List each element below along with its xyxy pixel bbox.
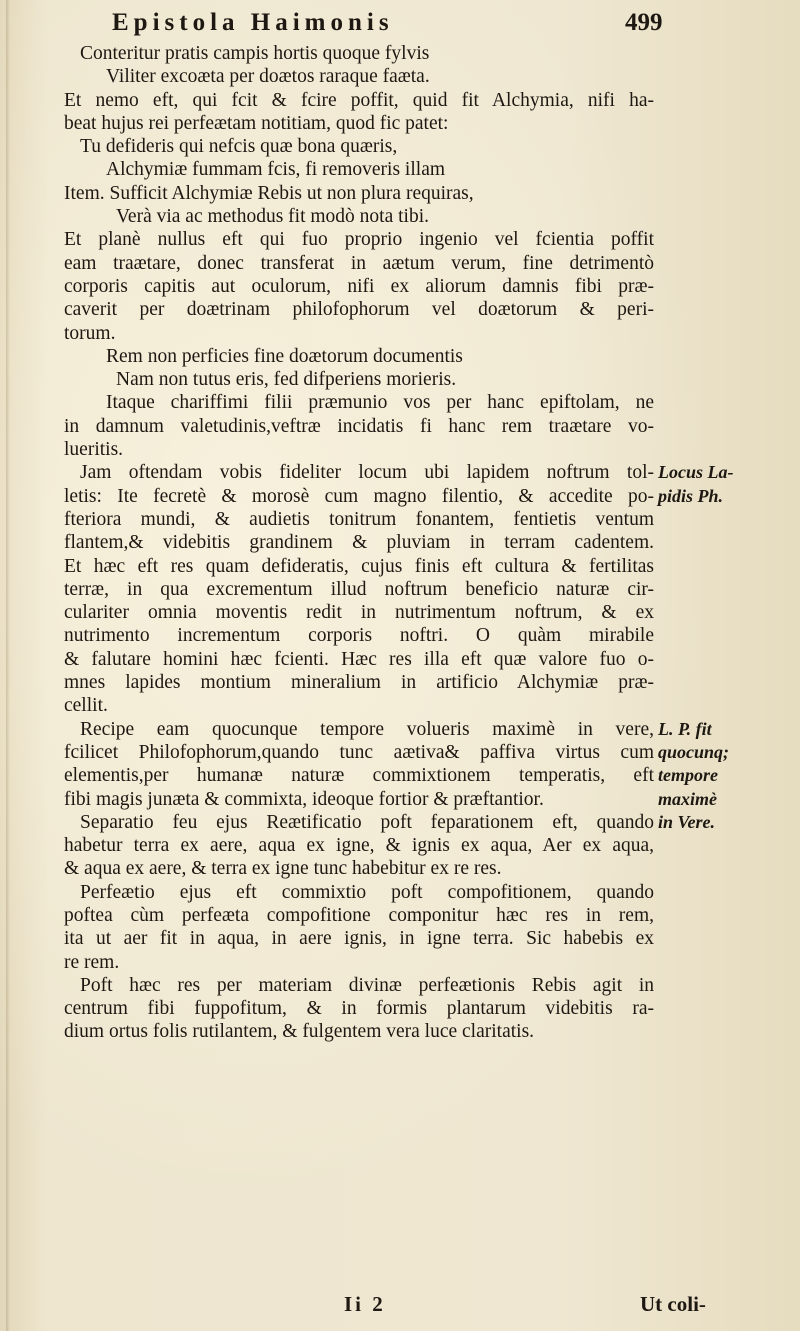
text-line: eam traӕtare, donec transferat in aӕtum verum, fine detrimentò <box>64 252 654 274</box>
text-line: Jam oftendam vobis fideliter locum ubi lapidem noftrum tol- <box>80 462 654 484</box>
text-line: Separatio feu ejus Reӕtificatio poft feparationem eft, quando <box>80 811 654 833</box>
text-line: Poft hæc res per materiam divinæ perfeӕtionis Rebis agit in <box>80 974 654 996</box>
text-line: Viliter excoӕta per doӕtos raraque faӕta. <box>106 66 430 88</box>
marginal-note: maximè <box>658 788 717 809</box>
marginal-note: pidis Ph. <box>658 485 724 506</box>
text-line: elementis,per humanæ naturæ commixtionem temperatis, eft <box>64 765 654 787</box>
text-line: Et nemo eft, qui fcit & fcire poffit, quid fit Alchymia, nifi ha- <box>64 89 654 111</box>
text-line: terræ, in qua excrementum illud noftrum beneficio naturæ cir- <box>64 578 654 600</box>
page-number: 499 <box>625 9 663 36</box>
text-line: Perfeӕtio ejus eft commixtio poft compofitionem, quando <box>80 881 654 903</box>
text-line: poftea cùm perfeӕta compofitione componitur hæc res in rem, <box>64 904 654 926</box>
text-line: habetur terra ex aere, aqua ex igne, & ignis ex aqua, Aer ex aqua, <box>64 835 654 857</box>
text-line: caverit per doӕtrinam philofophorum vel doӕtorum & peri- <box>64 299 654 321</box>
text-line: & falutare homini hæc fcienti. Hæc res illa eft quæ valore fuo o- <box>64 648 654 670</box>
body-text <box>64 42 654 1044</box>
marginal-note: tempore <box>658 765 718 786</box>
text-line: Nam non tutus eris, fed difperiens morieris. <box>116 369 457 391</box>
text-line: flantem,& videbitis grandinem & pluviam in terram cadentem. <box>64 532 654 554</box>
text-line: dium ortus folis rutilantem, & fulgentem vera luce claritatis. <box>64 1021 535 1043</box>
signature-mark: Ii 2 <box>344 1292 386 1316</box>
marginal-note: L. P. fit <box>658 718 712 739</box>
marginal-note: quocunq; <box>658 742 730 762</box>
text-line: Itaque chariffimi filii præmunio vos per hanc epiftolam, ne <box>106 392 654 414</box>
text-line: Tu defideris qui nefcis quæ bona quæris, <box>80 136 398 158</box>
text-line: Recipe eam quocunque tempore volueris maximè in vere, <box>80 718 654 740</box>
running-head: Epistola Haimonis <box>112 9 394 36</box>
text-line: corporis capitis aut oculorum, nifi ex aliorum damnis fibi præ- <box>64 275 654 297</box>
text-line: cellit. <box>64 695 108 717</box>
page-header <box>0 8 800 42</box>
text-line: Verà via ac methodus fit modò nota tibi. <box>116 206 430 228</box>
text-line: lueritis. <box>64 439 124 461</box>
text-line: in damnum valetudinis,veftræ incidatis fi hanc rem traӕtare vo- <box>64 415 654 437</box>
catchword: Ut coli- <box>640 1292 706 1316</box>
text-line: fibi magis junӕta & commixta, ideoque fortior & præftantior. <box>64 788 544 810</box>
marginal-note: Locus La- <box>658 462 734 483</box>
binding-shadow <box>6 0 10 1331</box>
text-line: ita ut aer fit in aqua, in aere ignis, in igne terra. Sic habebis ex <box>64 928 654 950</box>
text-line: beat hujus rei perfeӕtam notitiam, quod fic patet: <box>64 112 449 134</box>
text-line: torum. <box>64 322 116 344</box>
text-line: fcilicet Philofophorum,quando tunc aӕtiva& paffiva virtus cum <box>64 741 654 763</box>
text-line: Alchymiæ fummam fcis, fi removeris illam <box>106 159 446 181</box>
text-line: mnes lapides montium mineralium in artificio Alchymiæ præ- <box>64 672 654 694</box>
text-line: Et hæc eft res quam defideratis, cujus finis eft cultura & fertilitas <box>64 555 654 577</box>
text-line: nutrimento incrementum corporis noftri. O quàm mirabile <box>64 625 654 647</box>
text-line: Rem non perficies fine doӕtorum documentis <box>106 345 463 367</box>
text-line: letis: Ite fecretè & morosè cum magno filentio, & accedite po- <box>64 485 654 507</box>
text-line: Item. Sufficit Alchymiæ Rebis ut non plura requiras, <box>64 182 474 204</box>
text-line: Et planè nullus eft qui fuo proprio ingenio vel fcientia poffit <box>64 229 654 251</box>
text-line: culariter omnia moventis redit in nutrimentum noftrum, & ex <box>64 602 654 624</box>
text-line: centrum fibi fuppofitum, & in formis plantarum videbitis ra- <box>64 998 654 1020</box>
text-line: Conteritur pratis campis hortis quoque fylvis <box>80 43 430 64</box>
text-line: fteriora mundi, & audietis tonitrum fonantem, fentietis ventum <box>64 508 654 530</box>
page-footer <box>0 1292 800 1318</box>
text-line: & aqua ex aere, & terra ex igne tunc habebitur ex re res. <box>64 858 502 880</box>
marginal-note: in Vere. <box>658 811 716 832</box>
text-line: re rem. <box>64 951 120 973</box>
